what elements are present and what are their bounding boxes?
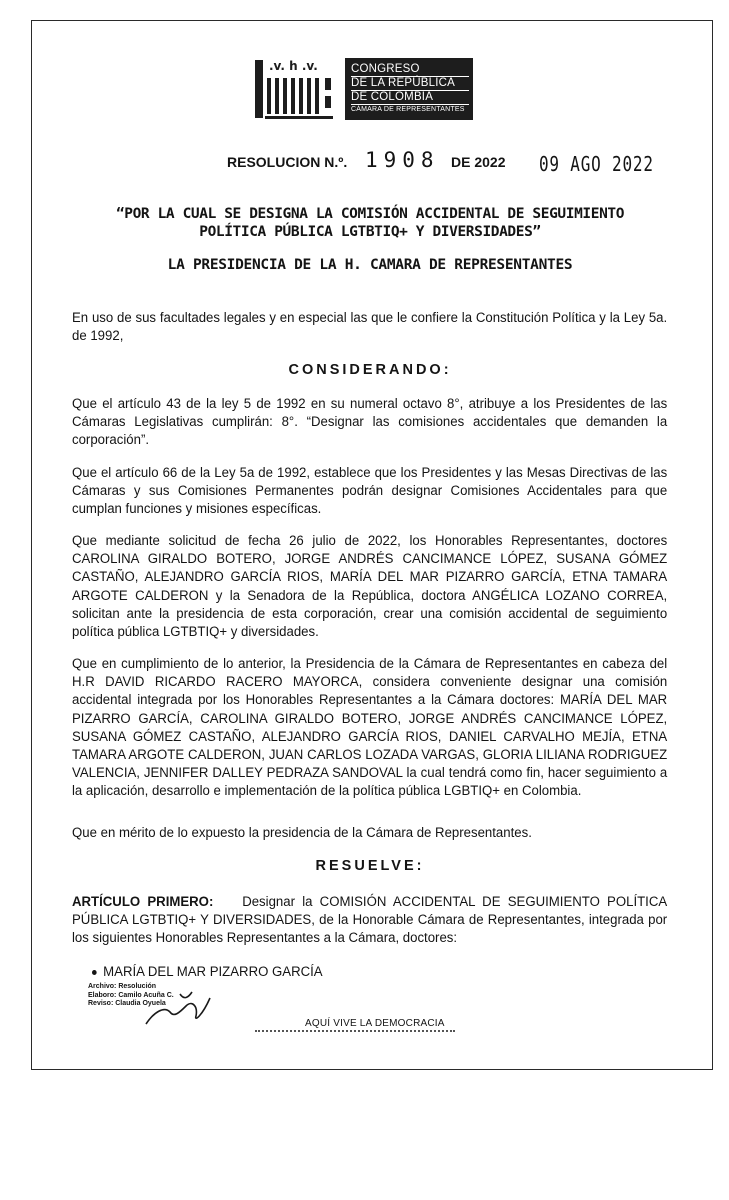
capitol-columns-icon <box>253 56 341 122</box>
logo-line-4: CÁMARA DE REPRESENTANTES <box>351 106 465 113</box>
logo-line-3: DE COLOMBIA <box>351 91 469 105</box>
intro-paragraph: En uso de sus facultades legales y en especial las que le confiere la Constitución Política y la Ley 5a. de 1992, <box>72 310 668 345</box>
footer-reviso: Reviso: Claudia Oyuela <box>88 1000 166 1007</box>
title-line-1: “POR LA CUAL SE DESIGNA LA COMISIÓN ACCIDENTAL DE SEGUIMIENTO <box>115 206 625 222</box>
resolution-title <box>70 205 670 241</box>
title-line-2: POLÍTICA PÚBLICA LGTBTIQ+ Y DIVERSIDADES” <box>199 224 541 240</box>
logo-line-1: CONGRESO <box>351 63 469 77</box>
resolution-year: DE 2022 <box>451 154 506 170</box>
list-item <box>92 964 323 980</box>
logo-line-2: DE LA REPÚBLICA <box>351 77 469 91</box>
svg-text:.v. h .v.: .v. h .v. <box>269 59 318 73</box>
bullet-icon <box>92 970 97 975</box>
presidency-heading: LA PRESIDENCIA DE LA H. CAMARA DE REPRESENTANTES <box>167 257 573 273</box>
considerando-paragraph-5: Que en mérito de lo expuesto la presidencia de la Cámara de Representantes. <box>72 825 532 841</box>
considerando-paragraph-4: Que en cumplimiento de lo anterior, la Presidencia de la Cámara de Representantes en cabeza del H.R DAVID RICARDO RACERO MAYORCA, considera conveniente designar una comisión accidental integrada por los Honorables Representantes a la Cámara doctores: MARÍA DEL MAR PIZARRO GARCÍA, CAROLINA GIRALDO BOTERO, JORGE ANDRÉS CANCIMANCE LÓPEZ, SUSANA GÓMEZ CASTAÑO, ALEJANDRO GARCÍA RIOS, DANIEL CARVALHO MEJÍA, ETNA TAMARA ARGOTE CALDERON, JUAN CARLOS LOZADA VARGAS, GLORIA LILIANA RODRIGUEZ VALENCIA, JENNIFER DALLEY PEDRAZA SANDOVAL la cual tendrá como fin, hacer seguimiento a la aplicación, desarrollo e implementación de la política pública LGBTIQ+ en Colombia. <box>72 656 668 800</box>
resolution-header <box>0 150 729 182</box>
resolution-number: 1908 <box>365 148 440 172</box>
stamped-date: 09 AGO 2022 <box>539 152 654 176</box>
considerando-paragraph-1: Que el artículo 43 de la ley 5 de 1992 en su numeral octavo 8°, atribuye a los Presidentes de las Cámaras Legislativas cumplirán: 8°. “Designar las comisiones accidentales que demanden la corporación”. <box>72 396 668 449</box>
considerando-paragraph-2: Que el artículo 66 de la Ley 5a de 1992, establece que los Presidentes y las Mesas Directivas de las Cámaras y sus Comisiones Permanentes podrán designar Comisiones Accidentales para que cumplan funciones y misiones específicas. <box>72 465 668 518</box>
considerando-heading: CONSIDERANDO: <box>288 362 452 378</box>
handwritten-initials <box>140 982 220 1032</box>
congreso-logo <box>253 56 473 126</box>
article-1-text: Designar la COMISIÓN ACCIDENTAL DE SEGUIMIENTO POLÍTICA PÚBLICA LGTBTIQ+ Y DIVERSIDADES, de la Honorable Cámara de Representantes, integrada por los siguientes Honorables Representantes a la Cámara, doctores: <box>72 894 668 947</box>
resuelve-heading: RESUELVE: <box>315 858 425 874</box>
article-1-heading: ARTÍCULO PRIMERO: <box>72 894 214 910</box>
member-name: MARÍA DEL MAR PIZARRO GARCÍA <box>103 964 323 980</box>
footer-archivo: Archivo: Resolución <box>88 983 157 990</box>
footer-divider <box>255 1030 455 1035</box>
considerando-paragraph-3: Que mediante solicitud de fecha 26 julio de 2022, los Honorables Representantes, doctores CAROLINA GIRALDO BOTERO, JORGE ANDRÉS CANCIMANCE LÓPEZ, SUSANA GÓMEZ CASTAÑO, ALEJANDRO GARCÍA RIOS, MARÍA DEL MAR PIZARRO GARCÍA, ETNA TAMARA ARGOTE CALDERON y la Senadora de la República, doctora ANGÉLICA LOZANO CORREA, solicitan ante la presidencia de esta corporación, crear una comisión accidental de seguimiento política pública LGTBTIQ+ y diversidades. <box>72 533 668 641</box>
footer-slogan: AQUÍ VIVE LA DEMOCRACIA <box>305 1018 445 1029</box>
resolution-label: RESOLUCION N.º. <box>227 154 348 170</box>
logo-text-box <box>345 58 473 120</box>
footer-elaboro: Elaboro: Camilo Acuña C. <box>88 991 174 999</box>
article-1-paragraph <box>72 893 667 948</box>
